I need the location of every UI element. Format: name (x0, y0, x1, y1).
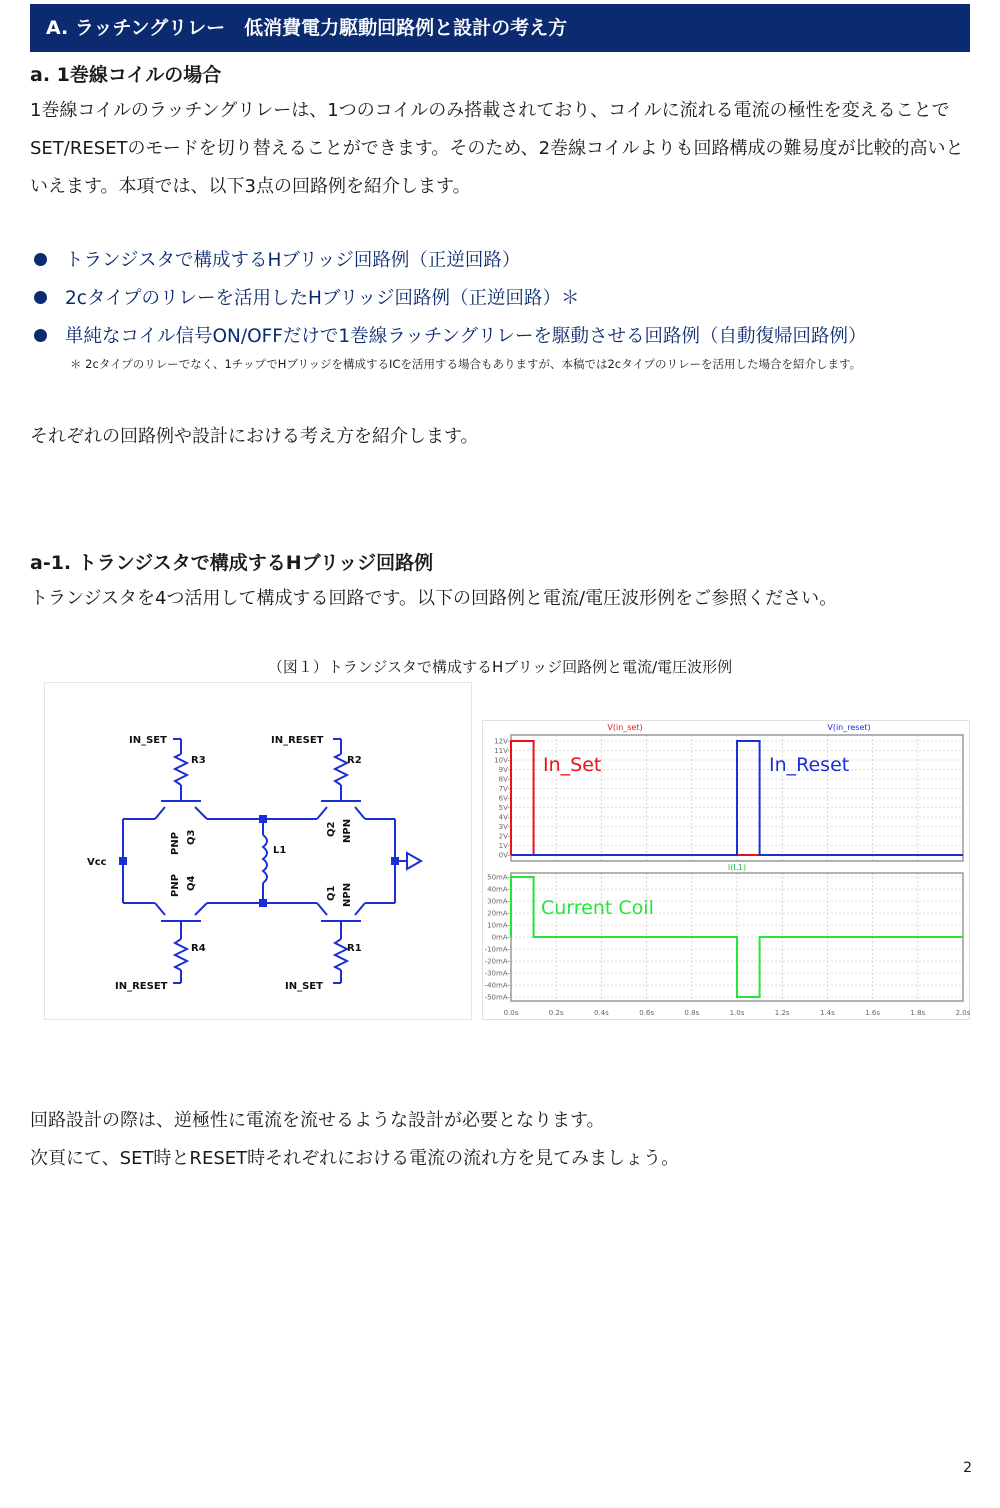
figure-caption: （図１）トランジスタで構成するHブリッジ回路例と電流/電圧波形例 (267, 658, 733, 676)
upper-y-tick-label: 2V- (498, 832, 510, 841)
upper-y-tick-label: 9V- (498, 766, 510, 774)
x-tick-label: 0.4s (594, 1009, 609, 1017)
label-in-set-top: IN_SET (129, 735, 167, 746)
label-q1: Q1 (326, 885, 337, 901)
bullet-text: トランジスタで構成するHブリッジ回路例（正逆回路） (65, 250, 521, 271)
upper-y-tick-label: 5V- (498, 804, 510, 812)
x-tick-label: 1.8s (910, 1009, 926, 1017)
label-r3: R3 (191, 755, 206, 766)
bullet-item (34, 284, 579, 310)
upper-y-tick-label: 8V- (498, 775, 510, 784)
x-tick-label: 0.0s (503, 1009, 519, 1017)
label-r4: R4 (191, 943, 206, 954)
para-a-line1: 1巻線コイルのラッチングリレーは、1つのコイルのみ搭載されており、コイルに流れる電流の極性を変えることで (30, 100, 950, 121)
bullet-dot-icon (34, 291, 47, 304)
lower-y-tick-label: 50mA- (487, 873, 510, 882)
label-in-set-bottom: IN_SET (285, 981, 323, 992)
h-bridge-schematic (44, 682, 472, 1020)
page-number: 2 (963, 1460, 972, 1476)
heading-a: a. 1巻線コイルの場合 (30, 64, 222, 86)
x-tick-label: 2.0s (955, 1009, 971, 1017)
lower-y-tick-label: -30mA- (484, 969, 510, 978)
label-vcc: Vcc (87, 857, 107, 868)
title-v-in-set: V(in_set) (607, 723, 643, 732)
closing-line2: 次頁にて、SET時とRESET時それぞれにおける電流の流れ方を見てみましょう。 (30, 1148, 680, 1169)
lower-y-tick-label: -40mA- (484, 981, 510, 990)
closing-line1: 回路設計の際は、逆極性に電流を流せるような設計が必要となります。 (30, 1110, 605, 1131)
bullet-text: 単純なコイル信号ON/OFFだけで1巻線ラッチングリレーを駆動させる回路例（自動復帰回路例） (65, 326, 867, 347)
label-in-reset-top: IN_RESET (271, 735, 324, 746)
annotation-in-set: In_Set (543, 754, 602, 776)
waveform-chart (482, 720, 970, 1020)
x-tick-label: 0.2s (548, 1009, 564, 1017)
para-a1: トランジスタを4つ活用して構成する回路です。以下の回路例と電流/電圧波形例をご参照ください。 (30, 588, 838, 609)
bullet-item (34, 246, 520, 272)
lower-y-tick-label: -20mA- (484, 957, 510, 966)
x-tick-label: 0.6s (639, 1009, 654, 1017)
lower-y-tick-label: -10mA- (484, 945, 510, 954)
x-tick-label: 1.2s (774, 1009, 790, 1017)
label-npn-top: NPN (342, 818, 353, 843)
section-banner: A. ラッチングリレー 低消費電力駆動回路例と設計の考え方 (30, 4, 970, 52)
upper-y-tick-label: 3V- (498, 823, 510, 831)
bullet-item (34, 322, 867, 348)
label-q4: Q4 (186, 875, 197, 891)
bullet-dot-icon (34, 253, 47, 266)
upper-y-tick-label: 0V- (498, 851, 510, 860)
label-r2: R2 (347, 755, 362, 766)
lower-y-tick-label: -50mA- (484, 993, 510, 1002)
lower-y-tick-label: 10mA- (487, 921, 510, 930)
annotation-current-coil: Current Coil (541, 897, 654, 919)
lower-y-tick-label: 40mA- (487, 885, 510, 894)
upper-y-tick-label: 1V- (498, 842, 510, 850)
footnote: ＊ 2cタイプのリレーでなく、1チップでHブリッジを構成するICを活用する場合もありますが、本稿では2cタイプのリレーを活用した場合を紹介します。 (70, 357, 862, 371)
title-i-l1: I(L1) (727, 863, 747, 872)
upper-y-tick-label: 11V- (494, 747, 510, 755)
lower-y-tick-label: 0mA- (491, 933, 510, 942)
x-tick-label: 1.0s (729, 1009, 745, 1017)
schematic-svg (45, 683, 473, 1021)
upper-y-tick-label: 10V- (494, 756, 510, 765)
label-npn-bottom: NPN (342, 882, 353, 907)
label-l1: L1 (273, 845, 287, 856)
x-tick-label: 1.4s (820, 1009, 835, 1017)
x-tick-label: 0.8s (684, 1009, 700, 1017)
annotation-in-reset: In_Reset (769, 754, 850, 776)
waveform-svg (483, 721, 971, 1021)
label-q2: Q2 (326, 821, 337, 837)
lower-y-tick-label: 30mA- (487, 897, 510, 906)
upper-y-tick-label: 12V- (494, 737, 510, 746)
upper-y-tick-label: 4V- (498, 813, 510, 822)
para-a-line3: いえます。本項では、以下3点の回路例を紹介します。 (30, 176, 471, 197)
closing-a: それぞれの回路例や設計における考え方を紹介します。 (30, 426, 479, 447)
heading-a1: a-1. トランジスタで構成するHブリッジ回路例 (30, 552, 434, 574)
lower-y-tick-label: 20mA- (487, 909, 510, 918)
title-v-in-reset: V(in_reset) (827, 723, 871, 732)
bullet-text: 2cタイプのリレーを活用したHブリッジ回路例（正逆回路）＊ (65, 288, 580, 309)
upper-y-tick-label: 6V- (498, 794, 510, 803)
label-q3: Q3 (186, 829, 197, 845)
bullet-dot-icon (34, 329, 47, 342)
label-pnp-bottom: PNP (170, 873, 181, 897)
label-r1: R1 (347, 943, 362, 954)
upper-y-tick-label: 7V- (498, 785, 510, 793)
para-a-line2: SET/RESETのモードを切り替えることができます。そのため、2巻線コイルよりも回路構成の難易度が比較的高いと (30, 138, 964, 159)
label-pnp-top: PNP (170, 831, 181, 855)
x-tick-label: 1.6s (865, 1009, 880, 1017)
label-in-reset-bottom: IN_RESET (115, 981, 168, 992)
